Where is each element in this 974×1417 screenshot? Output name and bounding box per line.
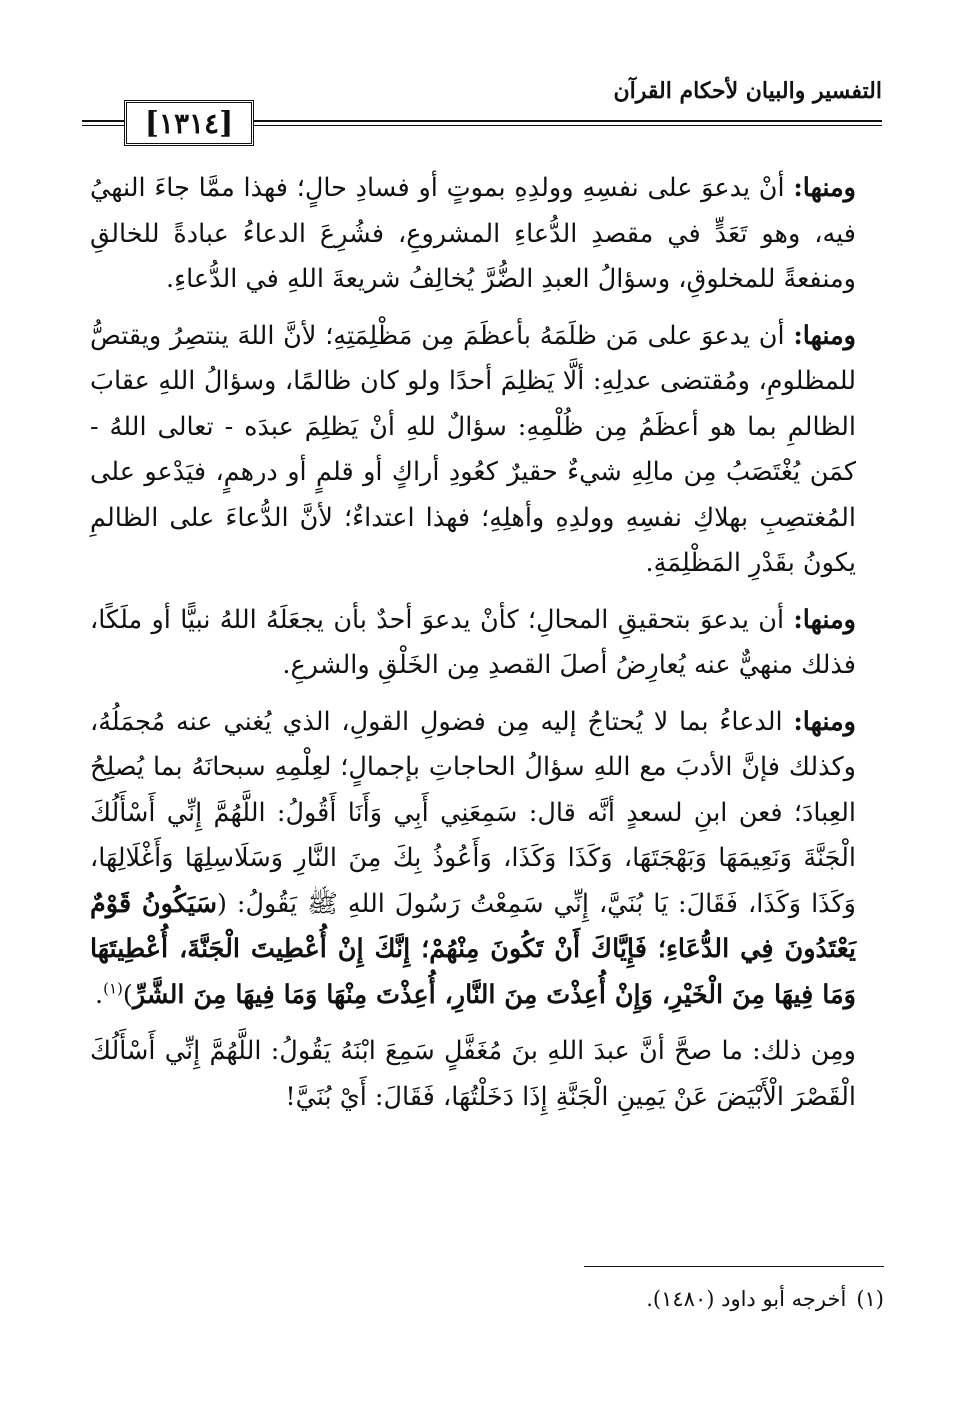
paragraph-text: الدعاءُ بما لا يُحتاجُ إليه مِن فضولِ القولِ، الذي يُغني عنه مُجمَلُهُ، وكذلك فإنَّ الأدبَ مع اللهِ سؤالُ الحاجاتِ بإجمالٍ؛ لعِلْمِهِ سبحانَهُ بما يُصلِحُ العِبادَ؛ فعن ابنِ لسعدٍ أنَّه قال: سَمِعَنِي أَبِي وَأَنَا أَقُولُ: اللَّهُمَّ إِنِّي أَسْأَلُكَ الْجَنَّةَ وَنَعِيمَهَا وَبَهْجَتَهَا، وَكَذَا وَكَذَا، وَأَعُوذُ بِكَ مِنَ النَّارِ وَسَلَاسِلِهَا وَأَغْلَالِهَا، وَكَذَا وَكَذَا، فَقَالَ: يَا بُنَيَّ، إِنِّي سَمِعْتُ رَسُولَ اللهِ ﷺ يَقُولُ: (: [90, 706, 856, 919]
paragraph-4: [90, 700, 856, 1019]
paragraph-text: أنْ يدعوَ على نفسِهِ وولدِهِ بموتٍ أو فسادِ حالٍ؛ فهذا ممَّا جاءَ النهيُ فيه، وهو تَعَدٍّ في مقصدِ الدُّعاءِ المشروعِ، فشُرِعَ الدعاءُ عبادةً للخالقِ ومنفعةً للمخلوقِ، وسؤالُ العبدِ الضُّرَّ يُخالِفُ شريعةَ اللهِ في الدُّعاءِ.: [90, 173, 856, 294]
paragraph-text: ومِن ذلك: ما صحَّ أنَّ عبدَ اللهِ بنَ مُغَفَّلٍ سَمِعَ ابْنَهُ يَقُولُ: اللَّهُمَّ إِنِّي أَسْأَلُكَ الْقَصْرَ الْأَبْيَضَ عَنْ يَمِينِ الْجَنَّةِ إِذَا دَخَلْتُهَا، فَقَالَ: أَيْ بُنَيَّ!: [90, 1036, 856, 1112]
paragraph-text: أن يدعوَ على مَن ظلَمَهُ بأعظَمَ مِن مَظْلِمَتِهِ؛ لأنَّ اللهَ ينتصِرُ ويقتصُّ للمظلومِ، ومُقتضى عدلِهِ: ألَّا يَظلِمَ أحدًا ولو كان ظالمًا، وسؤالُ اللهِ عقابَ الظالمِ بما هو أعظَمُ مِن ظُلْمِهِ: سؤالٌ للهِ أنْ يَظلِمَ عبدَه - تعالى اللهُ - كمَن يُغْتَصَبُ مِن مالِهِ شيءٌ حقيرٌ كعُودِ أراكٍ أو قلمٍ أو درهمٍ، فيَدْعو على المُغتصِبِ بهلاكِ نفسِهِ وولدِهِ وأهلِهِ؛ فهذا اعتداءٌ؛ لأنَّ الدُّعاءَ على الظالمِ يكونُ بقَدْرِ المَظْلِمَةِ.: [90, 320, 856, 578]
page-number: ١٣١٤: [158, 106, 220, 140]
running-header: [82, 78, 882, 150]
paragraph-lead: ومنها:: [793, 173, 856, 203]
footnote-rule: [584, 1266, 884, 1267]
footnote-number: (١): [856, 1287, 884, 1311]
paragraph-lead: ومنها:: [793, 706, 856, 737]
paragraph-lead: ومنها:: [793, 320, 856, 351]
paragraph-lead: ومنها:: [793, 604, 856, 635]
hadith-quote: سَيَكُونُ قَوْمٌ يَعْتَدُونَ فِي الدُّعَاءِ؛ فَإِيَّاكَ أَنْ تَكُونَ مِنْهُمْ؛ إِنَّكَ إِنْ أُعْطِيتَ الْجَنَّةَ، أُعْطِيتَهَا وَمَا فِيهَا مِنَ الْخَيْرِ، وَإِنْ أُعِذْتَ مِنَ النَّارِ، أُعِذْتَ مِنْهَا وَمَا فِيهَا مِنَ الشَّرِّ: [90, 888, 856, 1010]
book-title: التفسير والبيان لأحكام القرآن: [613, 78, 882, 104]
paragraph-end: .: [95, 979, 104, 1010]
page-number-box: [124, 100, 254, 146]
page-number-bracket-close: ]: [144, 105, 159, 141]
paragraph-1: [90, 166, 856, 303]
quote-close: ): [122, 979, 133, 1010]
body-text: [90, 166, 856, 1131]
footnote-text: أخرجه أبو داود (١٤٨٠).: [646, 1287, 847, 1311]
paragraph-text: أن يدعوَ بتحقيقِ المحالِ؛ كأنْ يدعوَ أحدٌ بأن يجعَلَهُ اللهُ نبيًّا أو ملَكًا، فذلك منهيٌّ عنه يُعارِضُ أصلَ القصدِ مِن الخَلْقِ والشرعِ.: [90, 604, 856, 680]
paragraph-2: [90, 314, 856, 587]
paragraph-5: [90, 1029, 856, 1120]
footnote: [118, 1283, 884, 1315]
page-number-bracket-open: [: [219, 105, 234, 141]
footnote-reference[interactable]: (١): [103, 979, 123, 997]
paragraph-3: [90, 598, 856, 689]
